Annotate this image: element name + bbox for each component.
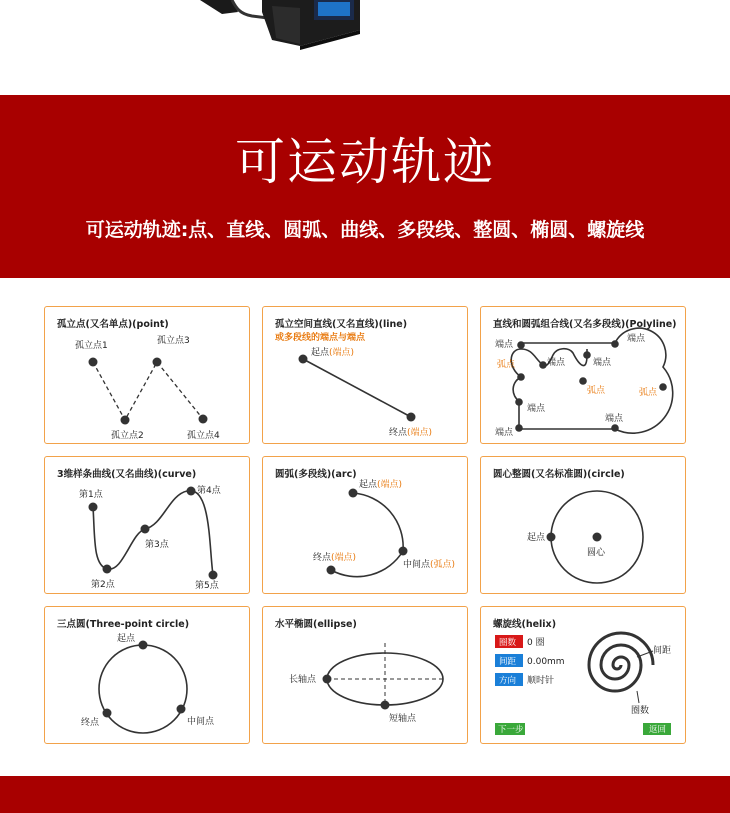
polyline-endpoint-label: 端点 [605,414,624,424]
point-marker [89,358,98,367]
arc-end-label: 终点(端点) [313,553,357,563]
point-label: 孤立点2 [111,431,144,441]
card-circle [480,456,686,594]
next-button[interactable] [495,723,525,735]
line-end-label: 终点(端点) [389,428,433,438]
three-point-mid-label: 中间点 [187,717,215,727]
polyline-endpoint-label: 端点 [495,428,514,438]
circle-center-label: 圆心 [587,548,606,558]
card-helix [480,606,686,744]
card-title: 3维样条曲线(又名曲线)(curve) [57,469,197,480]
helix-pitch-label: 间距 [653,646,672,656]
card-title: 圆弧(多段线)(arc) [275,469,357,480]
card-line [262,306,468,444]
helix-diagram [481,607,687,745]
polyline-endpoint-label: 端点 [593,358,612,368]
top-strip [0,0,730,95]
back-button[interactable] [643,723,671,735]
card-ellipse [262,606,468,744]
helix-pitch-key: 间距 [499,657,517,667]
curve-label: 第1点 [79,490,103,500]
card-title: 孤立点(又名单点)(point) [57,319,169,330]
card-title: 直线和圆弧组合线(又名多段线)(Polyline) [493,319,677,330]
device-image [0,0,730,95]
polyline-arc-label: 弧点 [497,360,516,370]
card-title: 螺旋线(helix) [493,619,557,630]
polyline-arc-label: 弧点 [639,388,658,398]
point-marker [199,415,208,424]
bottom-bar [0,776,730,813]
polyline-endpoint-label: 端点 [627,334,646,344]
helix-pitch-value: 0.00mm [527,657,565,667]
polyline-arc-label: 弧点 [587,386,606,396]
trajectory-grid [0,278,730,776]
card-title: 三点圆(Three-point circle) [57,619,190,630]
helix-direction-value: 顺时针 [527,676,555,686]
ellipse-diagram [263,607,469,745]
helix-direction-key: 方向 [499,676,517,686]
line-end-marker [407,413,416,422]
line-diagram [263,307,469,445]
curve-diagram [45,457,251,595]
curve-label: 第3点 [145,540,169,550]
point-label: 孤立点3 [157,336,190,346]
circle-start-label: 起点 [527,533,546,543]
ellipse-short-axis-label: 短轴点 [389,714,417,724]
circle-diagram [481,457,687,595]
line-start-label: 起点(端点) [311,348,355,358]
point-marker [121,416,130,425]
curve-label: 第4点 [197,486,221,496]
card-title: 圆心整圆(又名标准圆)(circle) [493,469,625,480]
arc-diagram [263,457,469,595]
arc-mid-label: 中间点(弧点) [403,560,456,570]
three-point-end-label: 终点 [81,718,100,728]
point-diagram [45,307,251,445]
three-point-circle-diagram [45,607,251,745]
card-three-point-circle [44,606,250,744]
curve-label: 第2点 [91,580,115,590]
arc-start-label: 起点(端点) [359,480,403,490]
point-marker [153,358,162,367]
card-polyline [480,306,686,444]
three-point-start-label: 起点 [117,634,136,644]
banner-subtitle: 可运动轨迹:点、直线、圆弧、曲线、多段线、整圆、椭圆、螺旋线 [85,219,645,241]
line-start-marker [299,355,308,364]
polyline-endpoint-label: 端点 [527,404,546,414]
ellipse-long-axis-label: 长轴点 [289,675,317,685]
svg-text:下一步: 下一步 [498,725,524,735]
card-title: 孤立空间直线(又名直线)(line) [275,319,408,330]
point-label: 孤立点1 [75,341,108,351]
polyline-endpoint-label: 端点 [547,358,566,368]
helix-turns-label: 圈数 [631,706,650,716]
curve-label: 第5点 [195,581,219,591]
helix-spiral [589,633,653,691]
polyline-diagram [481,307,687,445]
card-note: 或多段线的端点与端点 [275,333,366,343]
banner-title: 可运动轨迹 [235,133,495,191]
helix-turns-key: 圈数 [499,638,517,648]
helix-turns-value: 0 圈 [527,638,545,648]
card-point [44,306,250,444]
polyline-endpoint-label: 端点 [495,340,514,350]
card-curve [44,456,250,594]
point-label: 孤立点4 [187,431,220,441]
card-title: 水平椭圆(ellipse) [275,619,357,630]
banner [0,95,730,278]
card-arc [262,456,468,594]
svg-text:返回: 返回 [649,725,667,735]
